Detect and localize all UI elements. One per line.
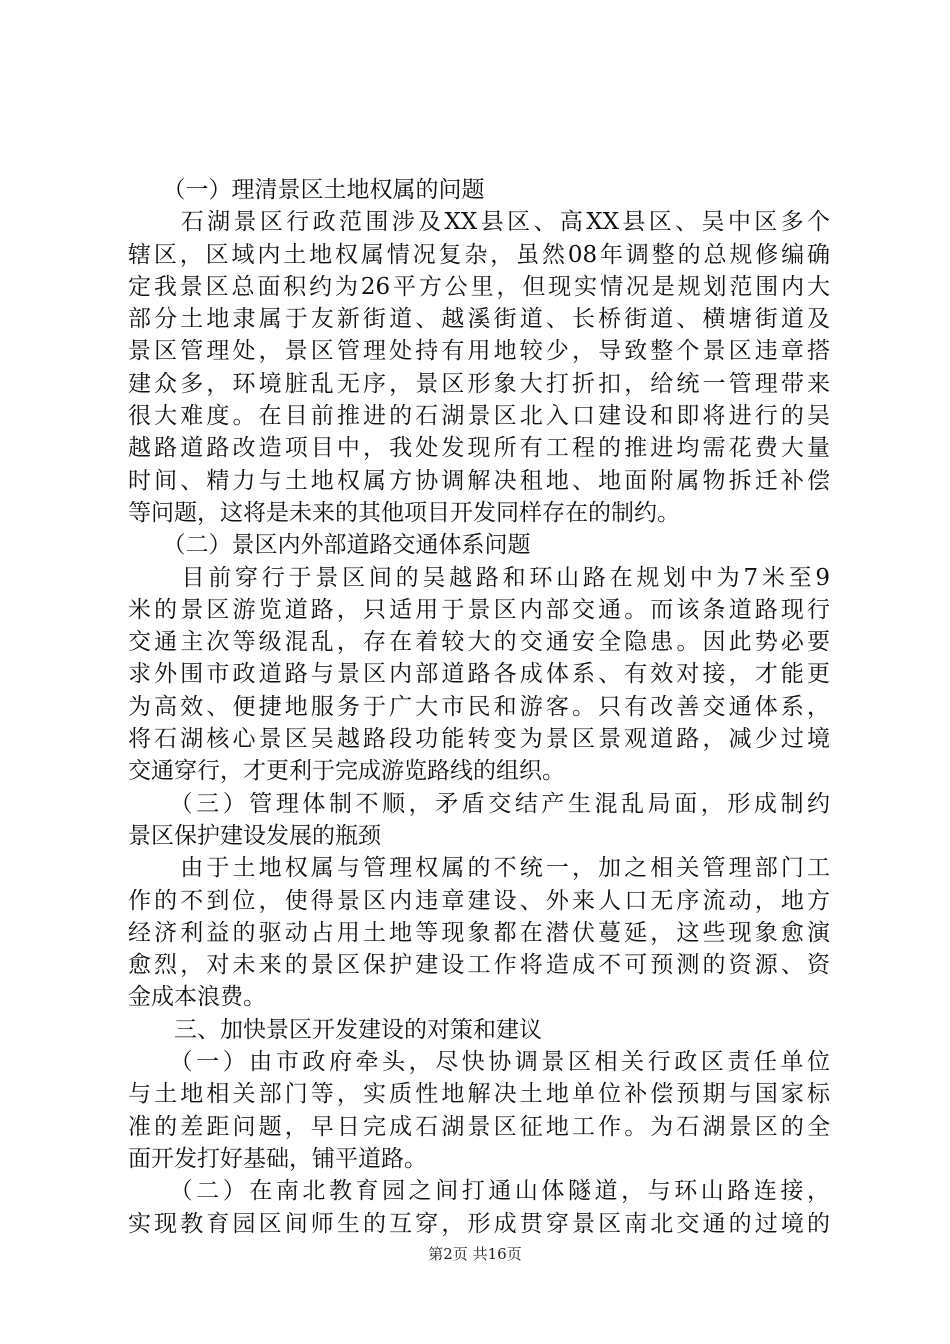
text-line: 建众多，环境脏乱无序，景区形象大打折扣，给统一管理带来 (128, 370, 830, 397)
text-line: 交通主次等级混乱，存在着较大的交通安全隐患。因此势必要 (128, 629, 830, 656)
text-line: 经济利益的驱动占用土地等现象都在潜伏蔓延，这些现象愈演 (128, 919, 830, 946)
text-line: 面开发打好基础，铺平道路。 (128, 1145, 427, 1172)
text-line: 作的不到位，使得景区内违章建设、外来人口无序流动，地方 (128, 887, 830, 914)
text-line: 时间、精力与土地权属方协调解决租地、地面附属物拆迁补偿 (128, 467, 830, 494)
text-line: （一）由市政府牵头，尽快协调景区相关行政区责任单位 (128, 1049, 830, 1076)
text-line: 求外围市政道路与景区内部道路各成体系、有效对接，才能更 (128, 661, 830, 688)
text-line: 越路道路改造项目中，我处发现所有工程的推进均需花费大量 (128, 435, 830, 462)
text-line: 将石湖核心景区吴越路段功能转变为景区景观道路，减少过境 (128, 726, 830, 753)
text-line: 与土地相关部门等，实质性地解决土地单位补偿预期与国家标 (128, 1081, 830, 1108)
text-line: 准的差距问题，早日完成石湖景区征地工作。为石湖景区的全 (128, 1113, 830, 1140)
text-line: 景区管理处，景区管理处持有用地较少，导致整个景区违章搭 (128, 338, 830, 365)
text-line: 金成本浪费。 (128, 984, 266, 1011)
text-line: 米的景区游览道路，只适用于景区内部交通。而该条道路现行 (128, 596, 830, 623)
text-line: 很大难度。在目前推进的石湖景区北入口建设和即将进行的吴 (128, 403, 830, 430)
text-line: 由于土地权属与管理权属的不统一，加之相关管理部门工 (128, 855, 830, 882)
text-line: （一）理清景区土地权属的问题 (128, 177, 485, 203)
text-line: 等问题，这将是未来的其他项目开发同样存在的制约。 (128, 499, 680, 526)
text-line: 部分土地隶属于友新街道、越溪街道、长桥街道、横塘街道及 (128, 306, 830, 333)
text-line: 辖区，区域内土地权属情况复杂，虽然08年调整的总规修编确 (128, 241, 830, 268)
text-line: 为高效、便捷地服务于广大市民和游客。只有改善交通体系， (128, 693, 830, 720)
text-line: 石湖景区行政范围涉及XX县区、高XX县区、吴中区多个 (128, 209, 830, 236)
text-line: （二）在南北教育园之间打通山体隧道，与环山路连接， (128, 1178, 830, 1205)
text-line: 定我景区总面积约为26平方公里，但现实情况是规划范围内大 (128, 273, 830, 300)
document-body (128, 174, 830, 1240)
text-line: 实现教育园区间师生的互穿，形成贯穿景区南北交通的过境的 (128, 1210, 830, 1237)
text-line: 交通穿行，才更利于完成游览路线的组织。 (128, 758, 565, 785)
text-line: 愈烈，对未来的景区保护建设工作将造成不可预测的资源、资 (128, 952, 830, 979)
text-line: 目前穿行于景区间的吴越路和环山路在规划中为7米至9 (128, 564, 830, 591)
text-line: 三、加快景区开发建设的对策和建议 (128, 1016, 542, 1043)
text-line: 景区保护建设发展的瓶颈 (128, 822, 381, 849)
page-footer: 第2页 共16页 (428, 1245, 522, 1263)
text-line: （二）景区内外部道路交通体系问题 (128, 532, 531, 559)
text-line: （三）管理体制不顺，矛盾交结产生混乱局面，形成制约 (128, 790, 830, 817)
